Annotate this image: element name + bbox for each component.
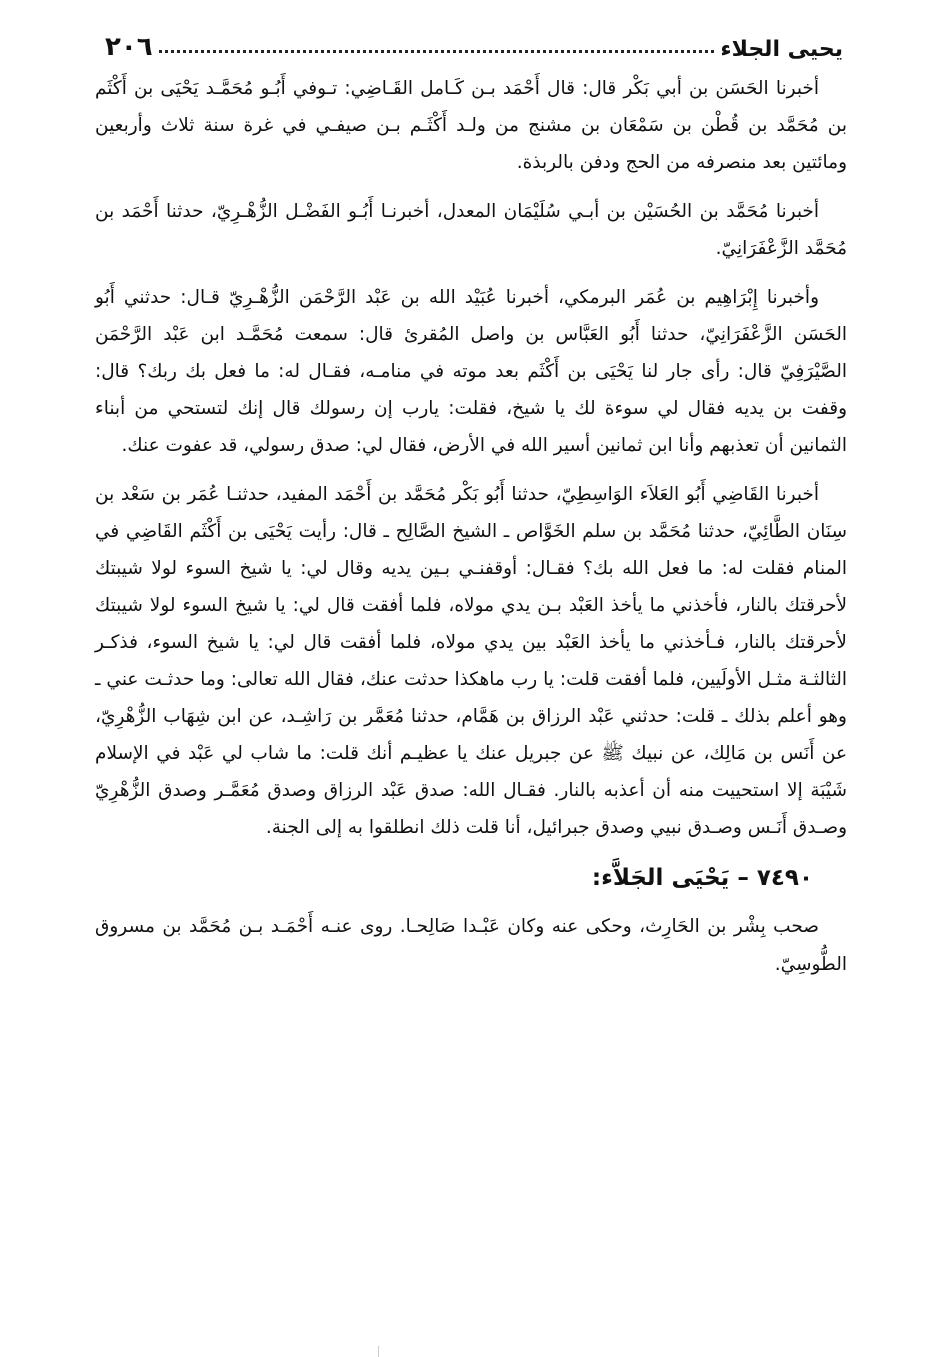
paragraph-death-report: أخبرنا الحَسَن بن أبي بَكْر قال: قال أَحْمَد بـن كَـامل القَـاضِي: تـوفي أَبُـو مُحَمَّـد يَحْيَى بن أَكْثَم بن مُحَمَّد بن قُطْن بن سَمْعَان بن مشنج من ولـد أَكْثَـم بـن صيفـي في غرة سنة ثلاث وأربعين ومائتين بعد منصرفه من الحج ودفن بالربذة. xyxy=(95,78,847,173)
paragraph-dream-neighbor: وأخبرنا إِبْرَاهِيم بن عُمَر البرمكي، أخبرنا عُبَيْد الله بن عَبْد الرَّحْمَن الزُّهْـرِيّ قـال: حدثني أَبُو الحَسَن الزَّعْفَرَانِيّ، حدثنا أَبُو العَبَّاس بن واصل المُقرئ قال: سمعت مُحَمَّـد ابن عَبْد الرَّحْمَن الصَّيْرَفِيّ قال: رأى جار لنا يَحْيَى بن أَكْثَم بعد موته في منامـه، فقـال له: ما فعل بك ربك؟ قال: وقفت بن يديه فقال لي سوءة لك يا شيخ، فقلت: يارب إن رسولك قال إنك لتستحي من أبناء الثمانين أن تعذبهم وأنا ابن ثمانين أسير الله في الأرض، فقال لي: صدق رسولي، قد عفوت عنك. xyxy=(95,287,847,456)
scan-mark xyxy=(378,1346,379,1357)
entry-heading: ٧٤٩٠ – يَحْيَى الجَلاَّء: xyxy=(591,865,813,891)
body-text xyxy=(95,70,847,984)
page-number: ٢٠٦ xyxy=(105,32,153,62)
header-dotted-leader xyxy=(159,49,715,53)
document-page xyxy=(95,18,847,984)
paragraph-chain-zafarani: أخبرنا مُحَمَّد بن الحُسَيْن بن أبـي سُلَيْمَان المعدل، أخبرنـا أَبُـو الفَضْـل الزُّهْـرِيّ، حدثنا أَحْمَد بن مُحَمَّد الزَّعْفَرَانِيّ. xyxy=(95,201,847,259)
paragraph-dream-khawwas: أخبرنا القَاضِي أَبُو العَلاَء الوَاسِطِيّ، حدثنا أَبُو بَكْر مُحَمَّد بن أَحْمَد المفيد، حدثنـا عُمَر بن سَعْد بن سِنَان الطَّائِيّ، حدثنا مُحَمَّد بن سلم الخَوَّاص ـ الشيخ الصَّالِح ـ قال: رأيت يَحْيَى بن أَكْثَم القَاضِي في المنام فقلت له: ما فعل الله بك؟ فقـال: أوقفنـي بـين يديه وقال لي: يا شيخ السوء لولا شيبتك لأحرقتك بالنار، فأخذني ما يأخذ العَبْد بـن يدي مولاه، فلما أفقت قال لي: يا شيخ السوء لولا شيبتك لأحرقتك بالنار، فـأخذني ما يأخذ العَبْد بين يدي مولاه، فلما أفقت قال لي: يا شيخ السوء، فذكـر الثالثـة مثـل الأولَيين، فلما أفقت قلت: يا رب ماهكذا حدثت عنك، فقال الله تعالى: وما حدثـت عني ـ وهو أعلم بذلك ـ قلت: حدثني عَبْد الرزاق بن هَمَّام، حدثنا مُعَمَّر بن رَاشِـد، عن ابن شِهَاب الزُّهْرِيّ، عن أَنَس بن مَالِك، عن نبيك ﷺ عن جبريل عنك يا عظيـم أنك قلت: ما شاب لي عَبْد في الإسلام شَيْبَة إلا استحييت منه أن أعذبه بالنار. فقـال الله: صدق عَبْد الرزاق وصدق مُعَمَّـر وصدق الزُّهْرِيّ وصـدق أَنَـس وصـدق نبيي وصدق جبرائيل، أنا قلت ذلك انطلقوا به إلى الجنة. xyxy=(95,484,847,838)
running-title: يحيى الجلاء xyxy=(720,37,843,62)
entry-text: صحب بِشْر بن الحَارِث، وحكى عنه وكان عَبْـدا صَالِحـا. روى عنـه أَحْمَـد بـن مُحَمَّد بن مسروق الطُّوسِيّ. xyxy=(95,916,847,975)
running-header xyxy=(95,18,847,62)
